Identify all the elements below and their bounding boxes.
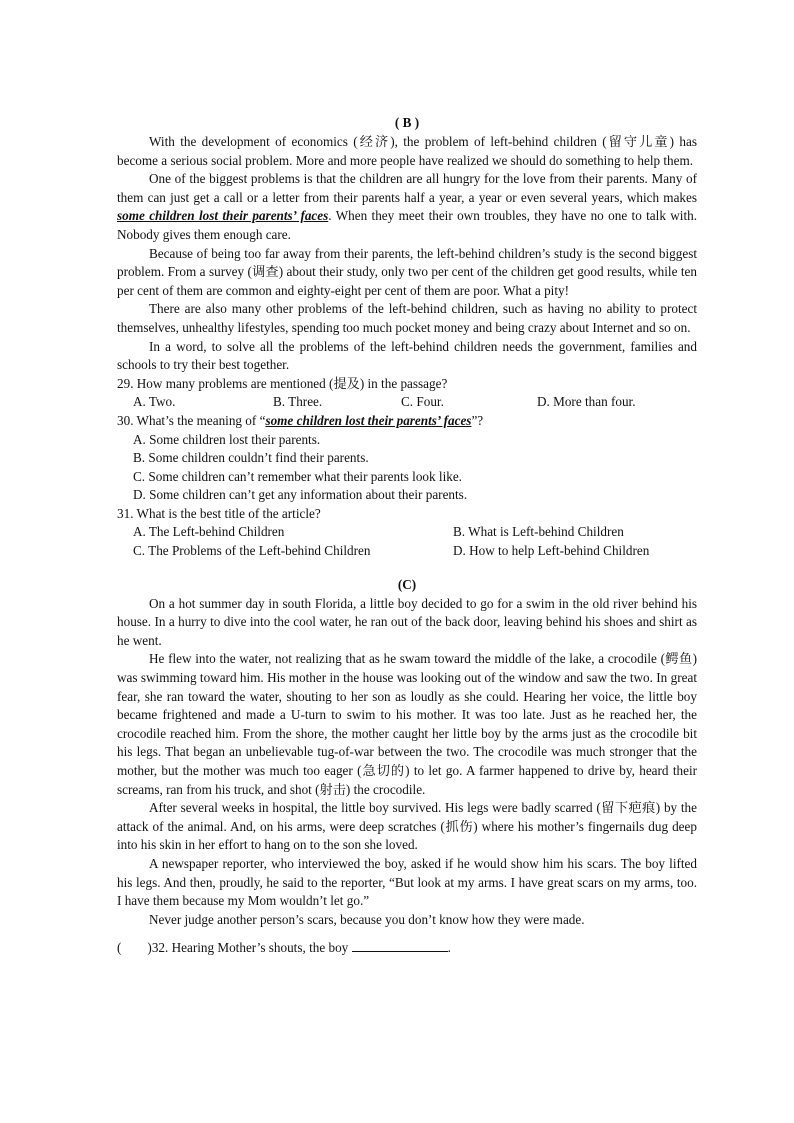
question-31-row-1	[133, 523, 697, 542]
section-c-heading: (C)	[397, 576, 417, 592]
option-a[interactable]: A. Some children lost their parents.	[133, 431, 321, 447]
question-32	[117, 939, 697, 958]
option-a[interactable]: A. Two.	[133, 394, 176, 410]
b-paragraph-2-text-end: . When they meet their own troubles, they have no one to talk with. Nobody gives them enough care.	[117, 208, 698, 242]
option-d[interactable]: D. How to help Left-behind Children	[453, 543, 650, 559]
option-b[interactable]: B. Three.	[273, 394, 323, 410]
b-paragraph-3: Because of being too far away from their parents, the left-behind children’s study is the second biggest problem. From a survey (调查) about their study, only two per cent of the children get good results, while ten per cent of them are common and eighty-eight per cent of them are poor. What a pity!	[117, 245, 697, 298]
fill-in-blank[interactable]	[352, 939, 448, 952]
c-paragraph-5: Never judge another person’s scars, because you don’t know how they were made.	[149, 911, 585, 927]
question-32-end: .	[447, 940, 451, 956]
b-paragraph-2	[117, 170, 697, 244]
question-29-stem: 29. How many problems are mentioned (提及) in the passage?	[117, 375, 448, 391]
c-paragraph-1: On a hot summer day in south Florida, a little boy decided to go for a swim in the old river behind his house. In a hurry to dive into the cool water, he ran out of the back door, leaving behind his shoes and shirt as he went.	[117, 595, 697, 648]
option-a[interactable]: A. The Left-behind Children	[133, 524, 285, 540]
b-paragraph-1: With the development of economics (经济), the problem of left-behind children (留守儿童) has become a serious social problem. More and more people have realized we should do something to help them.	[117, 134, 697, 168]
question-30-stem	[117, 412, 697, 431]
option-c[interactable]: C. Some children can’t remember what their parents look like.	[133, 468, 462, 484]
option-c[interactable]: C. The Problems of the Left-behind Children	[133, 543, 371, 559]
worksheet-page	[117, 113, 697, 958]
section-spacer	[117, 561, 697, 575]
question-30-stem-end: ”?	[471, 412, 484, 428]
b-paragraph-5: In a word, to solve all the problems of the left-behind children needs the government, families and schools to try their best together.	[117, 338, 697, 373]
answer-paren-open: (	[117, 940, 122, 956]
option-b[interactable]: B. What is Left-behind Children	[453, 524, 624, 540]
answer-paren-close: )	[147, 940, 152, 956]
b-paragraph-4: There are also many other problems of the left-behind children, such as having no ability to protect themselves, unhealthy lifestyles, spending too much pocket money and being crazy about Internet and so on.	[117, 301, 697, 335]
question-31-stem: 31. What is the best title of the article?	[117, 505, 321, 521]
question-30-options	[133, 431, 697, 505]
question-30-stem-start: 30. What’s the meaning of “	[117, 412, 266, 428]
underlined-phrase: some children lost their parents’ faces	[117, 208, 329, 224]
option-c[interactable]: C. Four.	[401, 394, 444, 410]
c-paragraph-2: He flew into the water, not realizing that as he swam toward the middle of the lake, a crocodile (鳄鱼) was swimming toward him. His mother in the house was looking out of the window and saw the two. In great fear, she ran toward the water, shouting to her son as loudly as she could. Hearing her voice, the little boy became frightened and made a U-turn to swim to his mother. It was too late. Just as he reached her, the crocodile reached him. From the shore, the mother caught her little boy by the arms just as the crocodile bit his legs. That began an unbelievable tug-of-war between the two. The crocodile was much stronger that the mother, but the mother was much too eager (急切的) to let go. A farmer happened to drive by, heard their screams, ran from his truck, and shot (射击) the crocodile.	[117, 651, 697, 797]
option-d[interactable]: D. More than four.	[537, 394, 636, 410]
question-31-options	[133, 523, 697, 560]
section-b-heading: ( B )	[394, 115, 420, 130]
question-29-options	[133, 393, 697, 412]
option-d[interactable]: D. Some children can’t get any information about their parents.	[133, 487, 468, 503]
question-31-row-2	[133, 542, 697, 561]
question-30-quoted-phrase: some children lost their parents’ faces	[265, 412, 472, 428]
c-paragraph-3: After several weeks in hospital, the little boy survived. His legs were badly scarred (留下疤痕) by the attack of the animal. And, on his arms, were deep scratches (抓伤) where his mother’s fingernails dug deep into his skin in her effort to hang on to the son she loved.	[117, 800, 697, 853]
question-spacer	[117, 929, 697, 939]
question-32-stem: 32. Hearing Mother’s shouts, the boy	[151, 940, 349, 956]
option-b[interactable]: B. Some children couldn’t find their parents.	[133, 450, 369, 466]
b-paragraph-2-text: One of the biggest problems is that the children are all hungry for the love from their parents. Many of them can just get a call or a letter from their parents half a year, a year or even several years, which makes	[117, 171, 697, 205]
c-paragraph-4: A newspaper reporter, who interviewed the boy, asked if he would show him his scars. The boy lifted his legs. And then, proudly, he said to the reporter, “But look at my arms. I have great scars on my arms, too. I have them because my Mom wouldn’t let go.”	[117, 855, 697, 909]
